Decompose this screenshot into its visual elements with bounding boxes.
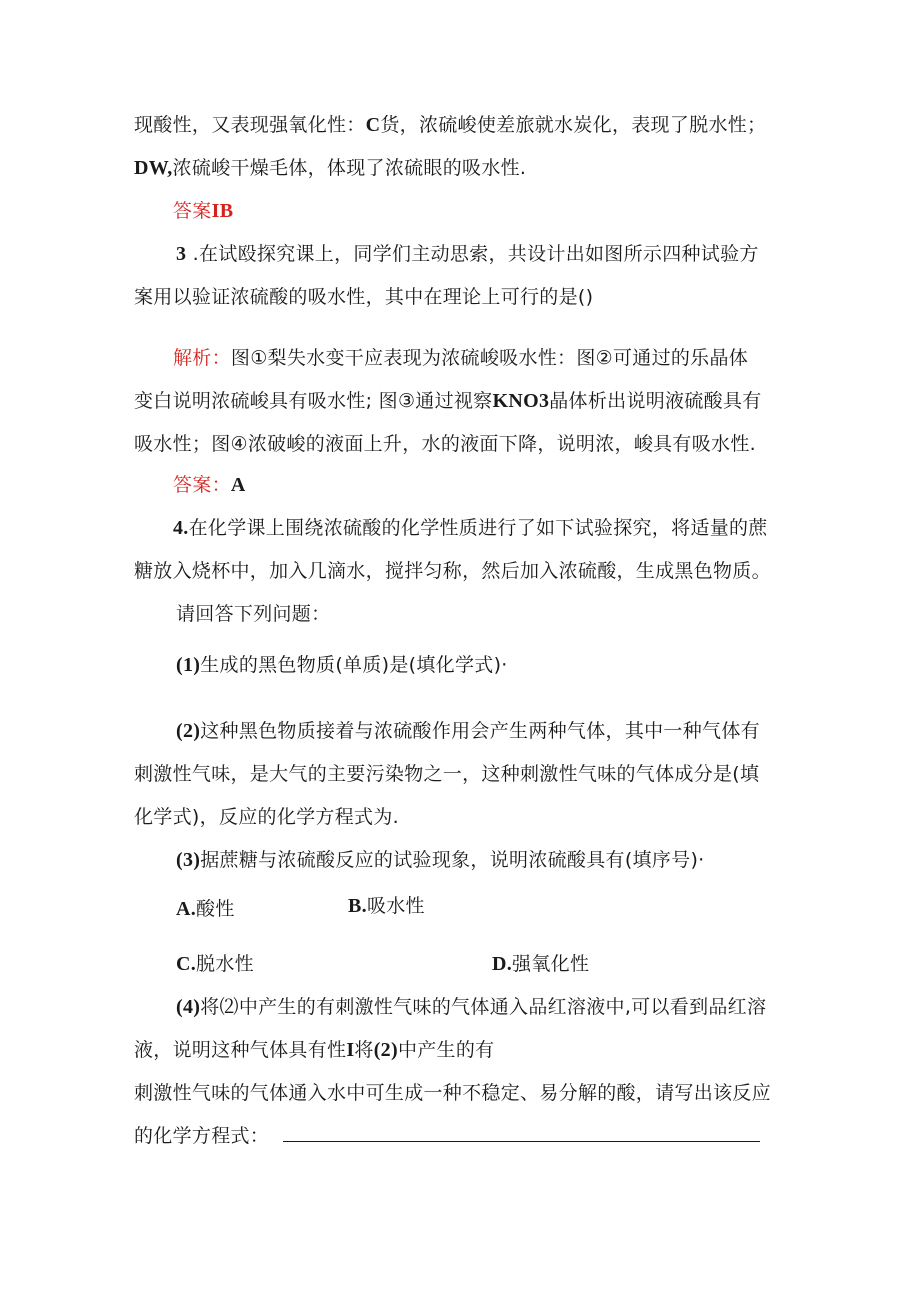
text-line: 请回答下列问题：	[176, 603, 331, 625]
answer-blank-line	[283, 1141, 760, 1142]
option-c: C.脱水性	[176, 953, 254, 975]
explanation-line: 变白说明浓硫峻具有吸水性; 图③通过视察KNO3晶体析出说明液硫酸具有	[134, 390, 762, 412]
question-4: 4.在化学课上围绕浓硫酸的化学性质进行了如下试验探究，将适量的蔗	[173, 517, 768, 539]
answer-line: 答案IB	[173, 200, 234, 222]
text-line: 刺激性气味的气体通入水中可生成一种不稳定、易分解的酸，请写出该反应	[134, 1082, 771, 1104]
text-line: 糖放入烧杯中，加入几滴水，搅拌匀称，然后加入浓硫酸，生成黑色物质。	[134, 560, 771, 582]
explanation-line: 解析：图①梨失水变干应表现为浓硫峻吸水性：图②可通过的乐晶体	[173, 347, 749, 369]
text-line: 化学式)，反应的化学方程式为.	[134, 806, 399, 828]
text-line: 的化学方程式：	[134, 1125, 270, 1147]
text-line: DW,浓硫峻干燥毛体，体现了浓硫眼的吸水性.	[134, 157, 527, 179]
option-a: A.酸性	[176, 898, 235, 920]
explanation-line: 吸水性；图④浓破峻的液面上升，水的液面下降，说明浓，峻具有吸水性.	[134, 433, 756, 455]
option-b: B.吸水性	[348, 895, 425, 917]
sub-question-4: (4)将⑵中产生的有刺激性气味的气体通入品红溶液中,可以看到品红溶	[176, 996, 767, 1018]
question-3: 3 .在试殴探究课上，同学们主动思索，共设计出如图所示四种试验方	[176, 243, 759, 265]
text-line: 刺激性气味，是大气的主要污染物之一，这种刺激性气味的气体成分是(填	[134, 763, 760, 785]
answer-line: 答案：A	[173, 474, 246, 496]
text-line: 现酸性，又表现强氧化性：C货，浓硫峻使差旅就水炭化，表现了脱水性；	[134, 114, 767, 136]
sub-question-2: (2)这种黑色物质接着与浓硫酸作用会产生两种气体，其中一种气体有	[176, 720, 760, 742]
text-line: 液，说明这种气体具有性I将(2)中产生的有	[134, 1039, 495, 1061]
text-line: 案用以验证浓硫酸的吸水性，其中在理论上可行的是()	[134, 286, 594, 308]
sub-question-1: (1)生成的黑色物质(单质)是(填化学式)·	[176, 654, 508, 676]
option-d: D.强氧化性	[492, 953, 590, 975]
sub-question-3: (3)据蔗糖与浓硫酸反应的试验现象，说明浓硫酸具有(填序号)·	[176, 849, 705, 871]
